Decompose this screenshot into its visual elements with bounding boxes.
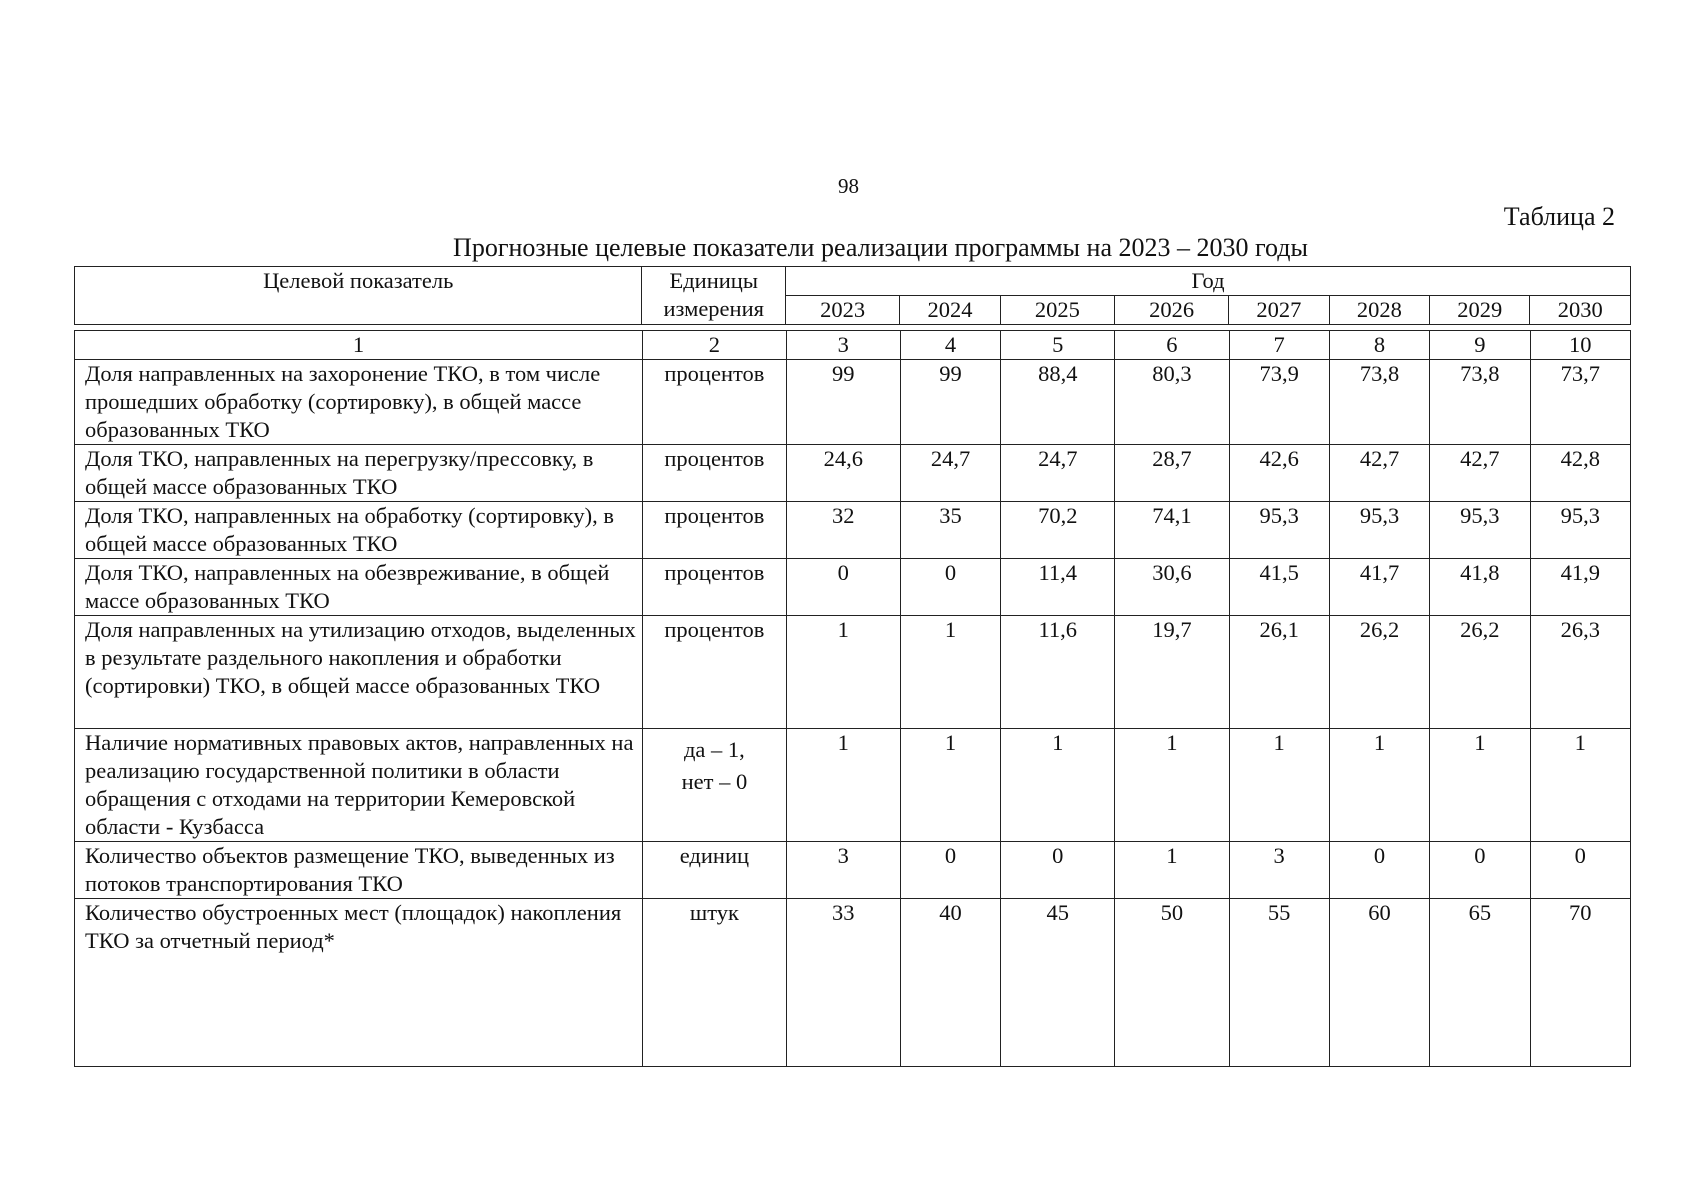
value-cell: 41,5: [1229, 559, 1329, 616]
column-number: 7: [1229, 331, 1329, 360]
value-cell: 24,7: [1001, 445, 1115, 502]
header-year-cell: 2027: [1229, 296, 1329, 325]
column-number: 3: [786, 331, 900, 360]
indicator-cell: Количество обустроенных мест (площадок) накопления ТКО за отчетный период*: [75, 899, 643, 1067]
value-cell: 42,7: [1430, 445, 1530, 502]
value-cell: 0: [1001, 842, 1115, 899]
value-cell: 0: [1329, 842, 1429, 899]
value-cell: 1: [1001, 729, 1115, 842]
unit-line: да – 1,: [683, 737, 745, 762]
value-cell: 99: [786, 360, 900, 445]
value-cell: 32: [786, 502, 900, 559]
table-row: [75, 729, 1631, 842]
header-unit: [642, 267, 786, 325]
value-cell: 35: [900, 502, 1000, 559]
table-header: [74, 266, 1631, 325]
value-cell: 11,4: [1001, 559, 1115, 616]
value-cell: 1: [1430, 729, 1530, 842]
table-row: [75, 616, 1631, 729]
value-cell: 1: [1115, 842, 1229, 899]
value-cell: 26,2: [1329, 616, 1429, 729]
value-cell: 42,8: [1530, 445, 1630, 502]
column-number: 6: [1115, 331, 1229, 360]
unit-cell: процентов: [643, 360, 787, 445]
header-year-cell: 2024: [900, 296, 1000, 325]
column-number: 10: [1530, 331, 1630, 360]
indicator-cell: Наличие нормативных правовых актов, направленных на реализацию государственной политики в области обращения с отходами на территории Кемеровской области - Кузбасса: [75, 729, 643, 842]
value-cell: 95,3: [1430, 502, 1530, 559]
indicators-table: [74, 330, 1631, 1067]
unit-line: нет – 0: [681, 769, 748, 794]
value-cell: 70: [1530, 899, 1630, 1067]
value-cell: 33: [786, 899, 900, 1067]
unit-cell: штук: [643, 899, 787, 1067]
value-cell: 24,6: [786, 445, 900, 502]
value-cell: 73,8: [1329, 360, 1429, 445]
page-number: 98: [838, 174, 859, 198]
table-row: [75, 502, 1631, 559]
value-cell: 1: [1115, 729, 1229, 842]
column-number: 1: [75, 331, 643, 360]
value-cell: 41,9: [1530, 559, 1630, 616]
table-row: [75, 842, 1631, 899]
table-row: [75, 360, 1631, 445]
value-cell: 88,4: [1001, 360, 1115, 445]
value-cell: 1: [1329, 729, 1429, 842]
value-cell: 30,6: [1115, 559, 1229, 616]
unit-cell: единиц: [643, 842, 787, 899]
column-number: 4: [900, 331, 1000, 360]
value-cell: 11,6: [1001, 616, 1115, 729]
header-indicator: Целевой показатель: [75, 267, 642, 325]
value-cell: 1: [786, 616, 900, 729]
unit-cell: процентов: [643, 445, 787, 502]
value-cell: 65: [1430, 899, 1530, 1067]
indicator-cell: Доля ТКО, направленных на перегрузку/прессовку, в общей массе образованных ТКО: [75, 445, 643, 502]
value-cell: 1: [900, 616, 1000, 729]
column-number: 2: [643, 331, 787, 360]
table-row: [75, 445, 1631, 502]
header-year-cell: 2026: [1114, 296, 1228, 325]
value-cell: 19,7: [1115, 616, 1229, 729]
value-cell: 50: [1115, 899, 1229, 1067]
column-number: 8: [1329, 331, 1429, 360]
value-cell: 1: [1530, 729, 1630, 842]
value-cell: 95,3: [1329, 502, 1429, 559]
unit-cell: процентов: [643, 502, 787, 559]
value-cell: 55: [1229, 899, 1329, 1067]
column-number: 5: [1001, 331, 1115, 360]
header-unit-line1: Единицы: [669, 268, 758, 293]
value-cell: 41,8: [1430, 559, 1530, 616]
indicator-cell: Доля ТКО, направленных на обезвреживание, в общей массе образованных ТКО: [75, 559, 643, 616]
value-cell: 0: [786, 559, 900, 616]
value-cell: 73,7: [1530, 360, 1630, 445]
header-year-cell: 2029: [1430, 296, 1530, 325]
value-cell: 42,7: [1329, 445, 1429, 502]
header-unit-line2: измерения: [663, 296, 764, 321]
value-cell: 28,7: [1115, 445, 1229, 502]
indicator-cell: Доля направленных на захоронение ТКО, в том числе прошедших обработку (сортировку), в общей массе образованных ТКО: [75, 360, 643, 445]
table-label: Таблица 2: [1503, 202, 1615, 231]
header-year-cell: 2030: [1530, 296, 1631, 325]
value-cell: 74,1: [1115, 502, 1229, 559]
value-cell: 73,9: [1229, 360, 1329, 445]
value-cell: 1: [786, 729, 900, 842]
value-cell: 1: [900, 729, 1000, 842]
value-cell: 26,1: [1229, 616, 1329, 729]
indicator-cell: Количество объектов размещение ТКО, выведенных из потоков транспортирования ТКО: [75, 842, 643, 899]
value-cell: 40: [900, 899, 1000, 1067]
column-number: 9: [1430, 331, 1530, 360]
value-cell: 45: [1001, 899, 1115, 1067]
header-year-cell: 2028: [1329, 296, 1429, 325]
value-cell: 24,7: [900, 445, 1000, 502]
value-cell: 41,7: [1329, 559, 1429, 616]
value-cell: 99: [900, 360, 1000, 445]
value-cell: 26,2: [1430, 616, 1530, 729]
value-cell: 73,8: [1430, 360, 1530, 445]
column-number-row: [75, 331, 1631, 360]
header-year: Год: [786, 267, 1631, 296]
value-cell: 95,3: [1530, 502, 1630, 559]
header-year-cell: 2023: [786, 296, 900, 325]
unit-cell: [643, 729, 787, 842]
value-cell: 1: [1229, 729, 1329, 842]
table-row: [75, 559, 1631, 616]
value-cell: 70,2: [1001, 502, 1115, 559]
value-cell: 0: [900, 559, 1000, 616]
value-cell: 0: [900, 842, 1000, 899]
unit-cell: процентов: [643, 559, 787, 616]
value-cell: 0: [1530, 842, 1630, 899]
value-cell: 80,3: [1115, 360, 1229, 445]
value-cell: 26,3: [1530, 616, 1630, 729]
value-cell: 95,3: [1229, 502, 1329, 559]
unit-cell: процентов: [643, 616, 787, 729]
indicator-cell: Доля ТКО, направленных на обработку (сортировку), в общей массе образованных ТКО: [75, 502, 643, 559]
value-cell: 3: [1229, 842, 1329, 899]
value-cell: 0: [1430, 842, 1530, 899]
table-row: [75, 899, 1631, 1067]
value-cell: 60: [1329, 899, 1429, 1067]
table-title: Прогнозные целевые показатели реализации программы на 2023 – 2030 годы: [453, 233, 1308, 262]
value-cell: 3: [786, 842, 900, 899]
indicator-cell: Доля направленных на утилизацию отходов, выделенных в результате раздельного накопления и обработки (сортировки) ТКО, в общей массе образованных ТКО: [75, 616, 643, 729]
header-year-cell: 2025: [1000, 296, 1114, 325]
value-cell: 42,6: [1229, 445, 1329, 502]
